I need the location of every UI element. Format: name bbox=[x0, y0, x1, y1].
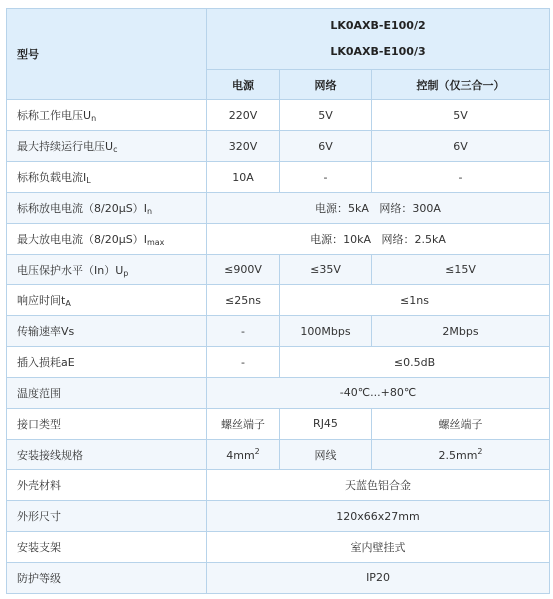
power-value: $4mm^2$ bbox=[207, 439, 280, 470]
merged-value: 天蓝色铝合金 bbox=[207, 470, 550, 501]
row-label: 标称放电电流$(8/20\mu S)I_n$ bbox=[7, 192, 207, 223]
merged-value: -40℃...+80℃ bbox=[207, 377, 550, 408]
table-row bbox=[7, 377, 550, 408]
merged-value: 电源：5kA 网络：300A bbox=[207, 192, 550, 223]
table-row bbox=[7, 562, 550, 593]
table-row bbox=[7, 162, 550, 193]
power-value: - bbox=[207, 316, 280, 347]
row-label: 最大放电电流$(8/20\mu S)I_{max}$ bbox=[7, 223, 207, 254]
row-label: 安装接线规格 bbox=[7, 439, 207, 470]
row-label: 响应时间$t_A$ bbox=[7, 285, 207, 316]
row-label: 标称工作电压$U_n$ bbox=[7, 100, 207, 131]
network-value: 100Mbps bbox=[280, 316, 372, 347]
model-label: 型号 bbox=[7, 9, 207, 100]
model-name-2: LK0AXB-E100/3 bbox=[330, 44, 426, 58]
power-value: 320V bbox=[207, 131, 280, 162]
row-label: 插入损耗aE bbox=[7, 347, 207, 378]
table-row bbox=[7, 316, 550, 347]
shared-value: ≤1ns bbox=[280, 285, 550, 316]
row-label: 外壳材料 bbox=[7, 470, 207, 501]
merged-value: 120x66x27mm bbox=[207, 501, 550, 532]
row-label: 最大持续运行电压$U_c$ bbox=[7, 131, 207, 162]
power-value: ≤900V bbox=[207, 254, 280, 285]
col-control-header: 控制（仅三合一） bbox=[372, 69, 550, 100]
network-value: 网线 bbox=[280, 439, 372, 470]
col-network-header: 网络 bbox=[280, 69, 372, 100]
row-label: 标称负载电流$I_L$ bbox=[7, 162, 207, 193]
control-value: ≤15V bbox=[372, 254, 550, 285]
control-value: 2Mbps bbox=[372, 316, 550, 347]
row-label: 电压保护水平$(In)U_p$ bbox=[7, 254, 207, 285]
merged-value: 电源：10kA 网络：2.5kA bbox=[207, 223, 550, 254]
table-row bbox=[7, 223, 550, 254]
table-row bbox=[7, 470, 550, 501]
table-row bbox=[7, 347, 550, 378]
power-value: 10A bbox=[207, 162, 280, 193]
model-names bbox=[207, 9, 550, 70]
row-label: 防护等级 bbox=[7, 562, 207, 593]
table-row bbox=[7, 408, 550, 439]
network-value: ≤35V bbox=[280, 254, 372, 285]
table-row bbox=[7, 100, 550, 131]
shared-value: ≤0.5dB bbox=[280, 347, 550, 378]
table-row bbox=[7, 501, 550, 532]
model-name-1: LK0AXB-E100/2 bbox=[330, 18, 426, 32]
row-label: 外形尺寸 bbox=[7, 501, 207, 532]
table-row bbox=[7, 254, 550, 285]
table-row bbox=[7, 192, 550, 223]
control-value: - bbox=[372, 162, 550, 193]
table-row bbox=[7, 439, 550, 470]
table-row bbox=[7, 285, 550, 316]
row-label: 传输速率Vs bbox=[7, 316, 207, 347]
control-value: 5V bbox=[372, 100, 550, 131]
row-label: 安装支架 bbox=[7, 532, 207, 563]
power-value: 220V bbox=[207, 100, 280, 131]
power-value: 螺丝端子 bbox=[207, 408, 280, 439]
network-value: 5V bbox=[280, 100, 372, 131]
network-value: - bbox=[280, 162, 372, 193]
power-value: ≤25ns bbox=[207, 285, 280, 316]
spec-table bbox=[6, 8, 550, 594]
control-value: 6V bbox=[372, 131, 550, 162]
control-value: $2.5mm^2$ bbox=[372, 439, 550, 470]
table-row bbox=[7, 131, 550, 162]
network-value: RJ45 bbox=[280, 408, 372, 439]
row-label: 接口类型 bbox=[7, 408, 207, 439]
merged-value: 室内壁挂式 bbox=[207, 532, 550, 563]
network-value: 6V bbox=[280, 131, 372, 162]
table-row bbox=[7, 532, 550, 563]
control-value: 螺丝端子 bbox=[372, 408, 550, 439]
power-value: - bbox=[207, 347, 280, 378]
col-power-header: 电源 bbox=[207, 69, 280, 100]
row-label: 温度范围 bbox=[7, 377, 207, 408]
merged-value: IP20 bbox=[207, 562, 550, 593]
